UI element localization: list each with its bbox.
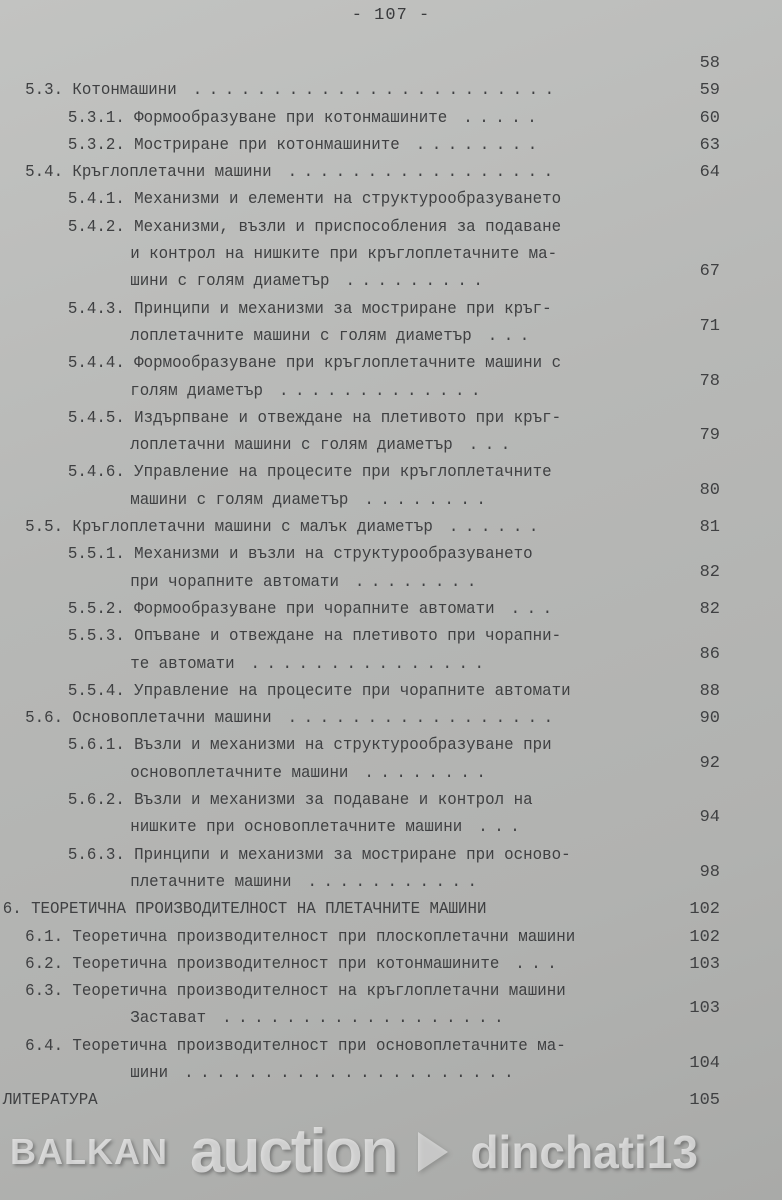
toc-line: [0, 760, 727, 787]
toc-title: Възли и механизми за подаване и контрол на: [134, 791, 533, 811]
toc-title: шини с голям диаметър: [130, 272, 330, 292]
dot-leader: ........: [348, 490, 493, 510]
dot-leader: ........: [399, 135, 544, 155]
toc-line: [0, 814, 727, 841]
toc-title: Теоретична производителност на кръглоплетачни машини: [72, 982, 566, 1002]
toc-page-number: 82: [699, 562, 720, 582]
toc-entry: [0, 105, 782, 132]
toc-section-number: 5.4.4.: [67, 354, 125, 374]
watermark-play-icon: [418, 1132, 448, 1172]
toc-line: [0, 432, 727, 459]
toc-line: [0, 296, 727, 323]
toc-line: [0, 514, 727, 541]
toc-line: [0, 132, 727, 159]
toc-section-number: 5.6.2.: [67, 791, 125, 811]
toc-section-number: 5.4.3.: [67, 299, 125, 319]
toc-line: [0, 378, 727, 405]
toc-section-number: 6.4.: [25, 1036, 64, 1056]
toc-page-number: 67: [699, 262, 720, 282]
toc-section-number: 5.3.2.: [67, 135, 125, 155]
toc-entry: [0, 705, 782, 732]
toc-title: Формообразуване при чорапните автомати: [134, 599, 495, 619]
toc-entry: [0, 541, 782, 596]
dot-leader: ...: [494, 599, 559, 619]
toc-entry: [0, 732, 782, 787]
toc-line: [0, 487, 727, 514]
toc-title: Формообразуване при котонмашините: [134, 108, 448, 128]
table-of-contents: [0, 50, 782, 1115]
dot-leader: ...........: [291, 872, 484, 892]
toc-page-number: 90: [699, 709, 720, 729]
toc-line: [0, 842, 727, 869]
toc-line: [0, 1087, 727, 1114]
toc-title: Кръглоплетачни машини с малък диаметър: [72, 518, 433, 538]
toc-entry: [0, 678, 782, 705]
toc-title: Опъване и отвеждане на плетивото при чорапни-: [134, 627, 562, 647]
toc-page-number: 94: [699, 808, 720, 828]
toc-page-number: 80: [699, 480, 720, 500]
toc-page-number: 82: [699, 599, 720, 619]
toc-page-number: 59: [699, 81, 720, 101]
toc-title: при чорапните автомати: [130, 572, 339, 592]
toc-title: лоплетачни машини с голям диаметър: [130, 436, 453, 456]
toc-section-number: 5.4.6.: [67, 463, 125, 483]
toc-section-number: 5.6.1.: [67, 736, 125, 756]
toc-section-number: 5.3.1.: [67, 108, 125, 128]
toc-page-number: 92: [699, 753, 720, 773]
toc-section-number: 5.3.: [25, 81, 64, 101]
toc-title: Възли и механизми на структурообразуване при: [134, 736, 552, 756]
toc-line: [0, 1033, 727, 1060]
toc-title: голям диаметър: [130, 381, 264, 401]
toc-page-number: 104: [689, 1053, 720, 1073]
toc-line: [0, 705, 727, 732]
toc-entry: [0, 405, 782, 460]
toc-title: Теоретична производителност при плоскоплетачни машини: [72, 927, 576, 947]
toc-entry: [0, 896, 782, 923]
toc-page-number: 78: [699, 371, 720, 391]
toc-title: Теоретична производителност при основоплетачните ма-: [72, 1036, 566, 1056]
toc-entry: [0, 596, 782, 623]
toc-title: плетачните машини: [130, 872, 292, 892]
toc-title: Механизми и елементи на структурообразуването: [134, 190, 562, 210]
toc-entry: [0, 159, 782, 186]
toc-page-number: 60: [699, 108, 720, 128]
dot-leader: ...: [471, 326, 536, 346]
toc-line: [0, 350, 727, 377]
toc-title: Застават: [130, 1009, 207, 1029]
toc-entry: [0, 186, 782, 213]
toc-section-number: 5.4.1.: [67, 190, 125, 210]
watermark: [10, 1112, 772, 1192]
toc-line: [0, 1005, 727, 1032]
toc-title: Механизми и възли на структурообразуването: [134, 545, 533, 565]
toc-line: [0, 268, 727, 295]
dot-leader: .........: [329, 272, 490, 292]
toc-entry: [0, 132, 782, 159]
toc-section-number: 5.5.: [25, 518, 64, 538]
dot-leader: ...............: [234, 654, 491, 674]
toc-entry: [0, 350, 782, 405]
toc-title: Управление на процесите при кръглоплетачните: [134, 463, 552, 483]
toc-title: Принципи и механизми за мостриране при кръг-: [134, 299, 552, 319]
toc-entry: [0, 623, 782, 678]
toc-line: [0, 569, 727, 596]
toc-entry: [0, 296, 782, 351]
toc-entry: [0, 787, 782, 842]
toc-line: [0, 896, 727, 923]
toc-line: [0, 678, 727, 705]
toc-section-number: 5.6.: [25, 709, 64, 729]
watermark-logo: auction: [189, 1117, 397, 1186]
toc-line: [0, 924, 727, 951]
toc-section-number: 5.5.1.: [67, 545, 125, 565]
toc-entry: [0, 842, 782, 897]
toc-line: [0, 323, 727, 350]
toc-section-number: 6.1.: [25, 927, 64, 947]
toc-section-number: 6.2.: [25, 954, 64, 974]
toc-page-number: 103: [689, 954, 720, 974]
toc-page-number: 103: [689, 999, 720, 1019]
toc-line: [0, 787, 727, 814]
toc-line: [0, 50, 727, 77]
toc-line: [0, 241, 727, 268]
toc-line: [0, 186, 727, 213]
dot-leader: ........: [338, 572, 483, 592]
toc-entry: [0, 924, 782, 951]
toc-entry: [0, 1087, 782, 1114]
toc-line: [0, 869, 727, 896]
toc-title: Механизми, възли и приспособления за подаване: [134, 217, 562, 237]
toc-line: [0, 159, 727, 186]
toc-section-number: 5.5.3.: [67, 627, 125, 647]
toc-entry: [0, 1033, 782, 1088]
toc-line: [0, 405, 727, 432]
toc-title: Издърпване и отвеждане на плетивото при кръг-: [134, 408, 562, 428]
toc-page-number: 71: [699, 316, 720, 336]
toc-title: Котонмашини: [72, 81, 177, 101]
page-number: - 107 -: [351, 6, 431, 25]
toc-title: лоплетачните машини с голям диаметър: [130, 326, 472, 346]
toc-line: [0, 732, 727, 759]
toc-page-number: 64: [699, 163, 720, 183]
toc-section-number: 5.4.5.: [67, 408, 125, 428]
toc-title: Кръглоплетачни машини: [72, 163, 272, 183]
dot-leader: ......: [432, 518, 545, 538]
dot-leader: ..................: [206, 1009, 511, 1029]
toc-entry: [0, 50, 782, 77]
toc-section-number: 5.5.4.: [67, 681, 125, 701]
toc-entry: [0, 214, 782, 296]
toc-page-number: 58: [699, 54, 720, 73]
dot-leader: .......................: [176, 81, 561, 101]
toc-section-number: 6.3.: [25, 982, 64, 1002]
dot-leader: .............: [263, 381, 488, 401]
dot-leader: .....: [447, 108, 544, 128]
toc-line: [0, 459, 727, 486]
watermark-user: dinchati13: [470, 1126, 698, 1178]
toc-line: [0, 651, 727, 678]
dot-leader: .....................: [168, 1063, 521, 1083]
dot-leader: .................: [271, 163, 560, 183]
dot-leader: ...: [462, 818, 527, 838]
toc-section-number: 6.: [2, 900, 22, 920]
watermark-brand: BALKAN: [10, 1131, 168, 1172]
toc-section-number: 5.4.: [25, 163, 64, 183]
dot-leader: ........: [348, 763, 493, 783]
toc-title: шини: [130, 1063, 169, 1083]
toc-section-number: 5.5.2.: [67, 599, 125, 619]
toc-page-number: 105: [689, 1091, 720, 1111]
toc-line: [0, 1060, 727, 1087]
toc-line: [0, 978, 727, 1005]
toc-line: [0, 596, 727, 623]
toc-entry: [0, 514, 782, 541]
toc-title: Управление на процесите при чорапните автомати: [134, 681, 571, 701]
toc-title: ТЕОРЕТИЧНА ПРОИЗВОДИТЕЛНОСТ НА ПЛЕТАЧНИТЕ МАШИНИ: [31, 900, 487, 920]
toc-section-number: 5.4.2.: [67, 217, 125, 237]
toc-line: [0, 541, 727, 568]
toc-page-number: 102: [689, 927, 720, 947]
toc-line: [0, 105, 727, 132]
toc-page-number: 98: [699, 862, 720, 882]
toc-title: нишките при основоплетачните машини: [130, 818, 463, 838]
toc-page-number: 102: [689, 900, 720, 920]
toc-entry: [0, 77, 782, 104]
toc-section-number: 5.6.3.: [67, 845, 125, 865]
dot-leader: ...: [452, 436, 517, 456]
toc-entry: [0, 951, 782, 978]
toc-title: те автомати: [130, 654, 235, 674]
toc-page-number: 79: [699, 426, 720, 446]
toc-page-number: 88: [699, 681, 720, 701]
dot-leader: .................: [271, 709, 560, 729]
toc-title: машини с голям диаметър: [130, 490, 349, 510]
toc-title: Основоплетачни машини: [72, 709, 272, 729]
toc-entry: [0, 459, 782, 514]
toc-title: Теоретична производителност при котонмашините: [72, 954, 500, 974]
toc-entry: [0, 978, 782, 1033]
dot-leader: ...: [499, 954, 564, 974]
toc-title: ЛИТЕРАТУРА: [2, 1091, 98, 1111]
toc-title: Принципи и механизми за мостриране при осново-: [134, 845, 571, 865]
toc-title: Формообразуване при кръглоплетачните машини с: [134, 354, 562, 374]
toc-page-number: 81: [699, 518, 720, 538]
toc-title: основоплетачните машини: [130, 763, 349, 783]
toc-line: [0, 623, 727, 650]
toc-title: и контрол на нишките при кръглоплетачните ма-: [130, 245, 558, 265]
toc-page-number: 86: [699, 644, 720, 664]
toc-line: [0, 77, 727, 104]
toc-line: [0, 214, 727, 241]
toc-line: [0, 951, 727, 978]
toc-page-number: 63: [699, 135, 720, 155]
toc-title: Мостриране при котонмашините: [134, 135, 400, 155]
